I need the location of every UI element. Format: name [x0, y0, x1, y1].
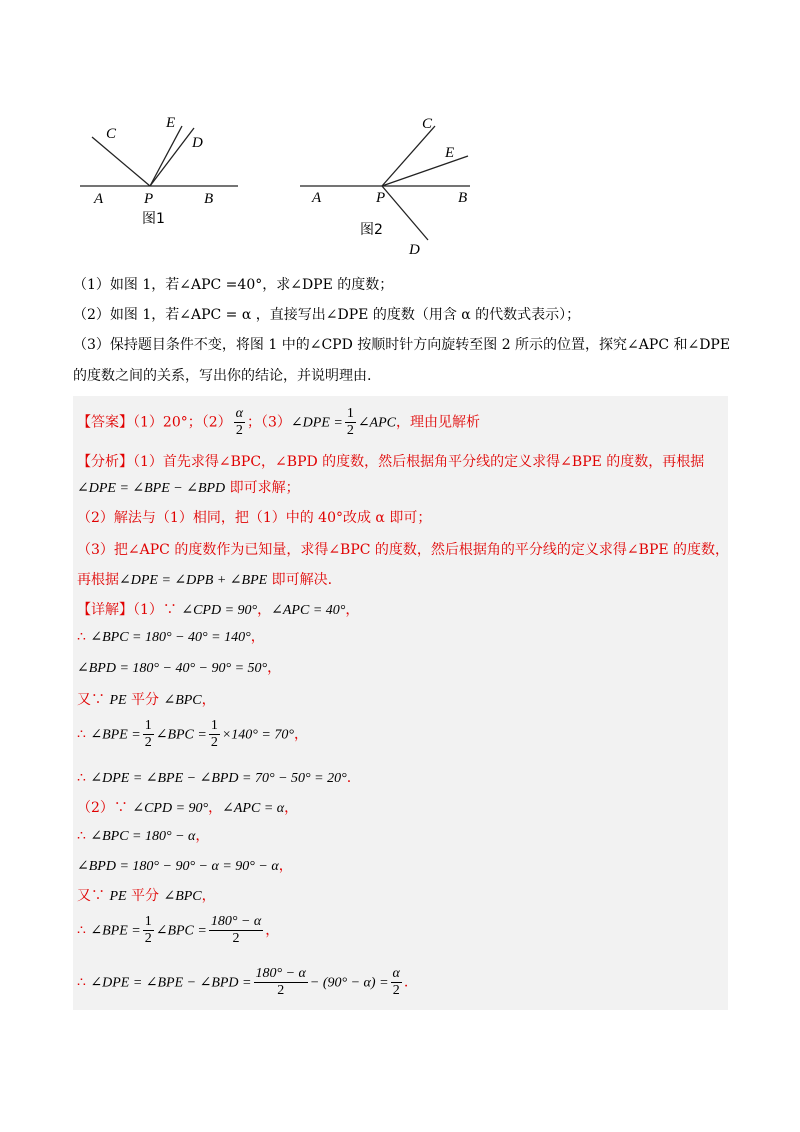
detail-tag: 【详解】	[77, 602, 133, 618]
fraction-denominator: 2	[144, 931, 152, 946]
label-e: E	[166, 115, 176, 131]
fraction-numerator: 1	[210, 718, 218, 733]
formula-bpc-mid: ∠BPC =	[155, 923, 207, 939]
label-b: B	[458, 190, 468, 206]
comma: ，	[267, 660, 282, 676]
formula-apc-alpha: ∠APC = α	[222, 801, 285, 816]
answer-part-1: （1）20°；（2）	[133, 414, 232, 431]
formula-dpe-mid: − (90° − α) =	[309, 975, 389, 991]
formula-bpd-alpha: ∠BPD = 180° − 90° − α = 90° − α	[77, 859, 279, 874]
label-p: P	[376, 190, 386, 206]
detail-line-9	[77, 856, 293, 877]
comma: ，	[208, 800, 223, 816]
period: .	[403, 974, 409, 991]
fraction-numerator: α	[392, 966, 400, 981]
label-c: C	[106, 126, 117, 142]
comma: ，	[201, 692, 216, 708]
analysis-tag: 【分析】	[77, 454, 133, 470]
question-3-line-2: 的度数之间的关系，写出你的结论，并说明理由.	[73, 368, 372, 384]
detail-line-10	[77, 886, 216, 907]
answer-line	[77, 406, 480, 439]
figure-1-diagram	[70, 100, 250, 240]
answer-formula-right: ∠APC	[357, 415, 396, 431]
formula-cpd-90: ∠CPD = 90°	[181, 603, 258, 618]
comma: ，	[265, 922, 280, 939]
fraction-numerator: 1	[346, 406, 354, 421]
fraction-numerator: 1	[144, 718, 152, 733]
label-d: D	[409, 242, 420, 258]
analysis-formula-2: ∠DPE = ∠DPB + ∠BPE	[119, 573, 268, 588]
fraction-numerator: α	[235, 406, 243, 421]
analysis-text-2: 即可求解；	[225, 480, 300, 496]
analysis-line-1	[77, 452, 704, 472]
question-2: （2）如图 1，若∠APC = α ，直接写出∠DPE 的度数（用含 α 的代数式表示）；	[73, 307, 581, 323]
bisect-text: 平分	[126, 692, 164, 708]
comma: ，	[278, 858, 293, 874]
fraction-half	[143, 914, 154, 947]
fraction-180-alpha-over-2	[254, 966, 308, 999]
detail-line-1	[77, 600, 359, 621]
fraction-denominator: 2	[210, 735, 218, 750]
fraction-denominator: 2	[144, 735, 152, 750]
comma: ，	[195, 828, 210, 844]
solution-box	[73, 396, 728, 1010]
angle-bpc: ∠BPC	[163, 693, 202, 708]
detail-line-6	[77, 768, 351, 789]
ray-pd	[382, 186, 428, 240]
fraction-180-alpha-over-2	[209, 914, 263, 947]
detail-line-2	[77, 627, 265, 648]
detail-line-11	[77, 914, 279, 947]
ray-pd	[150, 128, 194, 186]
analysis-line-3: （2）解法与（1）相同，把（1）中的 40°改成 α 即可；	[77, 510, 432, 526]
figure-2-diagram	[290, 108, 490, 258]
analysis-line-5	[77, 570, 332, 591]
fraction-numerator: 1	[144, 914, 152, 929]
comma: ，	[257, 602, 272, 618]
fraction-alpha-over-2	[391, 966, 402, 999]
answer-tag: 【答案】	[77, 414, 133, 431]
label-p: P	[144, 191, 154, 207]
detail-line-5	[77, 718, 308, 751]
detail-line-4	[77, 690, 216, 711]
formula-bpd-50: ∠BPD = 180° − 40° − 90° = 50°	[77, 661, 268, 676]
ray-pe	[150, 126, 182, 186]
bisect-text: 平分	[126, 888, 164, 904]
formula-bpc-140: ∠BPC = 180° − 40° = 140°	[90, 630, 251, 645]
question-1: （1）如图 1，若∠APC =40°，求∠DPE 的度数；	[73, 277, 394, 293]
formula-bpe-left: ∠BPE =	[90, 923, 141, 939]
therefore-symbol: ∴	[77, 922, 86, 939]
answer-formula-left: ∠DPE =	[290, 415, 343, 431]
analysis-text-5a: 再根据	[77, 572, 119, 588]
analysis-text-1: （1）首先求得∠BPC，∠BPD 的度数，然后根据角平分线的定义求得∠BPE 的度数，再根据	[133, 454, 705, 470]
analysis-line-2	[77, 478, 300, 499]
figure-1-caption: 图1	[142, 211, 165, 227]
comma: ，	[201, 888, 216, 904]
because-2: （2）∵	[77, 800, 133, 816]
formula-dpe-left: ∠DPE = ∠BPE − ∠BPD =	[90, 975, 252, 991]
segment-pe: PE	[109, 889, 127, 904]
analysis-text-5c: 即可解决.	[267, 572, 333, 588]
formula-bpe-left: ∠BPE =	[90, 727, 141, 743]
ray-pc	[92, 137, 150, 186]
period: .	[346, 770, 352, 786]
figure-2-caption: 图2	[360, 222, 383, 238]
answer-part-2: ；（3）	[247, 414, 291, 431]
therefore-symbol: ∴	[77, 770, 86, 786]
detail-line-12	[77, 966, 408, 999]
also-because: 又∵	[77, 888, 110, 904]
fraction-numerator: 180° − α	[255, 966, 306, 981]
formula-bpc-alpha: ∠BPC = 180° − α	[90, 829, 196, 844]
analysis-line-4: （3）把∠APC 的度数作为已知量，求得∠BPC 的度数，然后根据角的平分线的定义求得∠BPE 的度数，	[77, 542, 730, 558]
label-c: C	[422, 116, 433, 132]
segment-pe: PE	[109, 693, 127, 708]
formula-cpd-90: ∠CPD = 90°	[132, 801, 209, 816]
angle-bpc: ∠BPC	[163, 889, 202, 904]
answer-fraction-half	[345, 406, 356, 439]
detail-line-7	[77, 798, 298, 819]
analysis-formula-1: ∠DPE = ∠BPE − ∠BPD	[77, 481, 226, 496]
answer-fraction-alpha-over-2	[234, 406, 245, 439]
label-a: A	[312, 190, 322, 206]
comma: ，	[293, 726, 308, 743]
formula-bpe-70: ×140° = 70°	[221, 727, 294, 743]
formula-bpc-mid: ∠BPC =	[155, 727, 207, 743]
comma: ，	[345, 602, 360, 618]
fraction-half	[209, 718, 220, 751]
label-a: A	[94, 191, 104, 207]
comma: ，	[250, 629, 265, 645]
figure-2	[290, 108, 490, 258]
formula-apc-40: ∠APC = 40°	[271, 603, 346, 618]
fraction-denominator: 2	[277, 983, 285, 998]
also-because: 又∵	[77, 692, 110, 708]
label-d: D	[192, 135, 203, 151]
fraction-half	[143, 718, 154, 751]
label-b: B	[204, 191, 214, 207]
formula-dpe-20: ∠DPE = ∠BPE − ∠BPD = 70° − 50° = 20°	[90, 771, 347, 786]
detail-line-3	[77, 658, 281, 679]
detail-line-8	[77, 826, 209, 847]
because-1: （1）∵	[133, 602, 182, 618]
fraction-numerator: 180° − α	[210, 914, 262, 929]
answer-part-5: ，理由见解析	[396, 414, 480, 431]
fraction-denominator: 2	[235, 423, 243, 438]
fraction-denominator: 2	[392, 983, 400, 998]
therefore-symbol: ∴	[77, 726, 86, 743]
fraction-denominator: 2	[232, 931, 240, 946]
therefore-symbol: ∴	[77, 629, 86, 645]
therefore-symbol: ∴	[77, 828, 86, 844]
label-e: E	[445, 145, 455, 161]
figure-1	[70, 100, 250, 240]
question-3-line-1: （3）保持题目条件不变，将图 1 中的∠CPD 按顺时针方向旋转至图 2 所示的位置，探究∠APC 和∠DPE	[73, 337, 731, 353]
fraction-denominator: 2	[346, 423, 354, 438]
therefore-symbol: ∴	[77, 974, 86, 991]
comma: ，	[284, 800, 299, 816]
